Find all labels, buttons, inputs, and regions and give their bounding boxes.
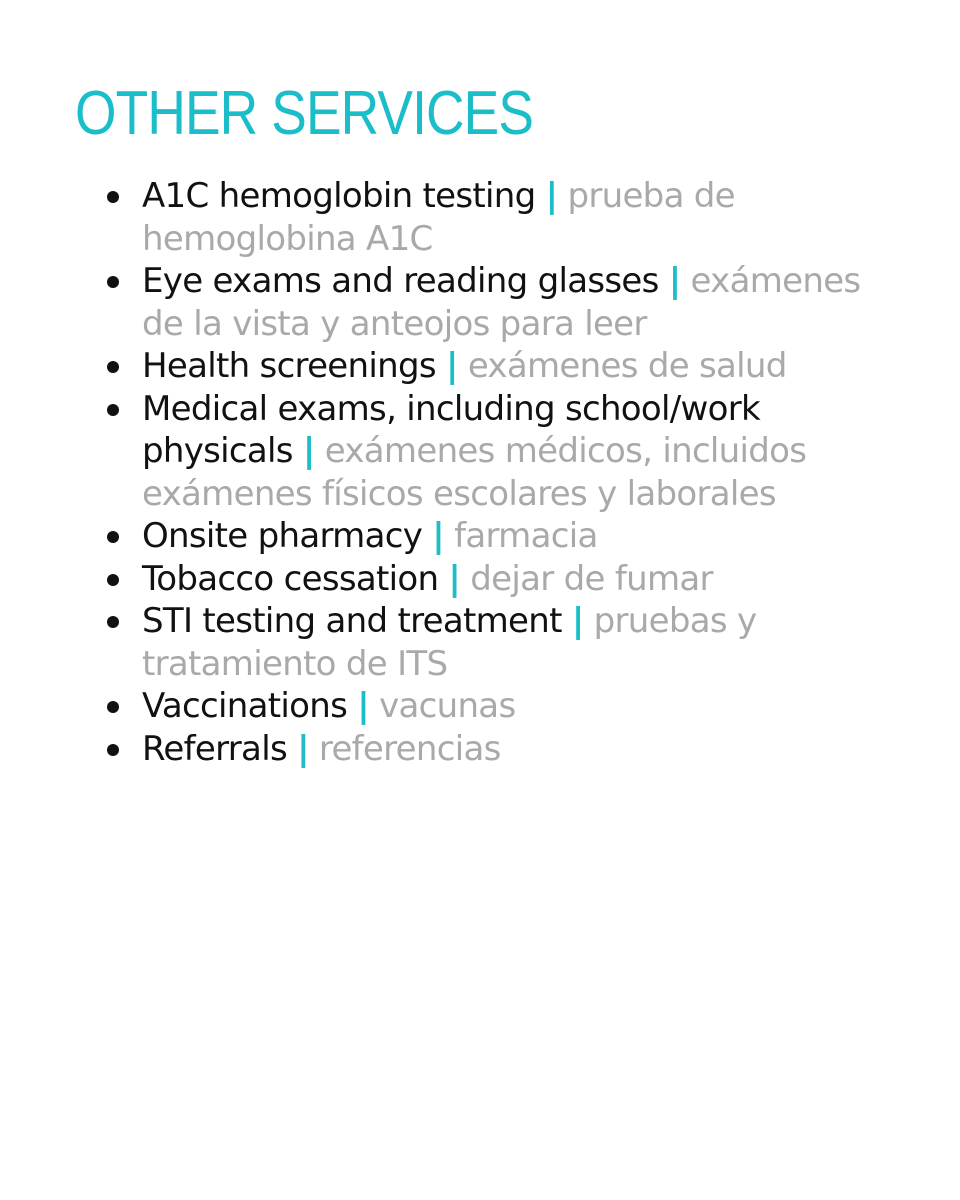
service-spanish-label: vacunas: [379, 686, 516, 726]
separator: |: [432, 516, 444, 556]
services-list: [142, 175, 882, 770]
service-english-label: Health screenings: [142, 346, 436, 386]
service-item-health-screenings: [142, 345, 882, 388]
bullet-icon: [107, 701, 119, 713]
service-english-label: STI testing and treatment: [142, 601, 562, 641]
service-item-vaccinations: [142, 685, 882, 728]
bullet-icon: [107, 191, 119, 203]
separator: |: [297, 728, 309, 769]
service-item-medical-exams: [142, 388, 882, 516]
service-english-label: Tobacco cessation: [142, 558, 439, 599]
service-english-label: Medical exams, including school/work physicals: [142, 388, 760, 471]
bullet-icon: [107, 574, 119, 586]
service-english-label: A1C hemoglobin testing: [142, 176, 536, 216]
service-item-onsite-pharmacy: [142, 515, 882, 558]
separator: |: [445, 346, 458, 386]
separator: |: [571, 601, 584, 641]
service-spanish-label: prueba de hemoglobina A1C: [142, 176, 735, 259]
service-english-label: Eye exams and reading glasses: [142, 261, 659, 301]
service-spanish-label: referencias: [318, 728, 501, 769]
service-item-eye-exams: [142, 260, 882, 345]
bullet-icon: [107, 276, 119, 288]
service-spanish-label: exámenes de salud: [467, 346, 787, 386]
bullet-icon: [107, 744, 119, 756]
bullet-icon: [107, 531, 119, 543]
page-title: OTHER SERVICES: [75, 79, 534, 148]
separator: |: [545, 176, 558, 216]
service-english-label: Referrals: [142, 728, 287, 769]
service-spanish-label: dejar de fumar: [470, 558, 713, 599]
service-spanish-label: pruebas y tratamiento de ITS: [142, 601, 757, 684]
service-item-a1c: [142, 175, 882, 260]
service-item-tobacco-cessation: [142, 558, 882, 601]
service-spanish-label: farmacia: [454, 516, 598, 556]
service-item-sti-testing: [142, 600, 882, 685]
separator: |: [302, 431, 315, 471]
service-spanish-label: exámenes de la vista y anteojos para leer: [142, 261, 861, 344]
bullet-icon: [107, 361, 119, 373]
service-english-label: Vaccinations: [142, 686, 348, 726]
service-english-label: Onsite pharmacy: [142, 516, 423, 556]
separator: |: [357, 686, 369, 726]
service-spanish-label: exámenes médicos, incluidos exámenes físicos escolares y laborales: [142, 431, 807, 514]
separator: |: [448, 558, 461, 599]
separator: |: [668, 261, 681, 301]
bullet-icon: [107, 616, 119, 628]
service-item-referrals: [142, 728, 882, 771]
bullet-icon: [107, 404, 119, 416]
